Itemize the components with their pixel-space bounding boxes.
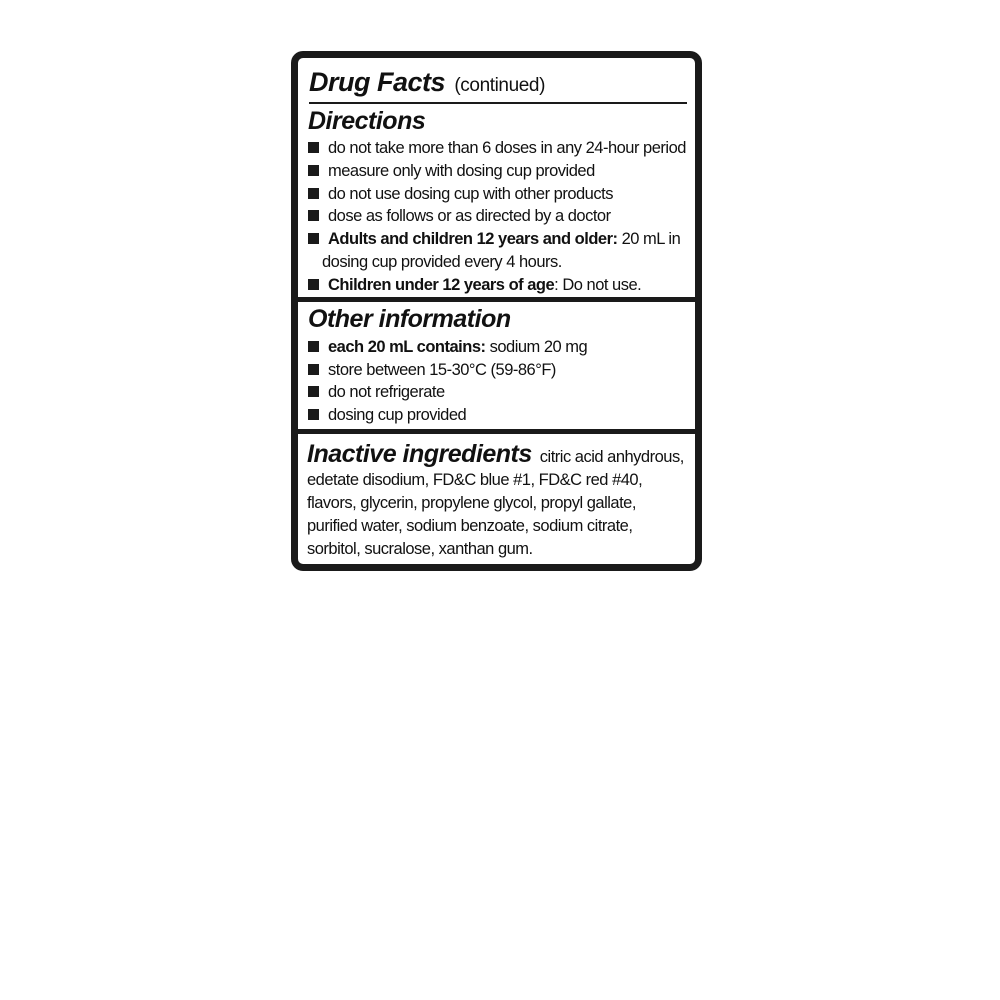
inactive-ingredients-line: purified water, sodium benzoate, sodium citrate, <box>307 517 633 535</box>
square-bullet-icon <box>308 279 319 290</box>
drug-facts-header <box>309 64 687 104</box>
inactive-ingredients-title: Inactive ingredients <box>307 440 532 468</box>
inactive-ingredients-line: flavors, glycerin, propylene glycol, propyl gallate, <box>307 494 636 512</box>
drug-facts-label <box>291 51 702 571</box>
list-item: do not refrigerate <box>308 381 445 403</box>
square-bullet-icon <box>308 210 319 221</box>
inactive-ingredients-section <box>298 434 695 564</box>
list-item: do not take more than 6 doses in any 24-hour period <box>308 137 686 159</box>
drug-facts-title: Drug Facts <box>309 67 446 97</box>
square-bullet-icon <box>308 364 319 375</box>
list-item: measure only with dosing cup provided <box>308 160 595 182</box>
square-bullet-icon <box>308 188 319 199</box>
list-item: do not use dosing cup with other products <box>308 183 613 205</box>
inactive-ingredients-line: edetate disodium, FD&C blue #1, FD&C red #40, <box>307 471 643 489</box>
drug-facts-subtitle: (continued) <box>454 75 546 96</box>
list-item: store between 15-30°C (59-86°F) <box>308 359 556 381</box>
other-information-section <box>298 302 695 429</box>
square-bullet-icon <box>308 165 319 176</box>
list-item: each 20 mL contains: sodium 20 mg <box>308 336 587 358</box>
directions-section <box>298 104 695 297</box>
square-bullet-icon <box>308 386 319 397</box>
other-information-title: Other information <box>308 305 511 333</box>
list-item: Adults and children 12 years and older: 20 mL in <box>308 228 680 250</box>
square-bullet-icon <box>308 142 319 153</box>
square-bullet-icon <box>308 233 319 244</box>
list-item: Children under 12 years of age: Do not use. <box>308 274 641 296</box>
square-bullet-icon <box>308 409 319 420</box>
list-item: dosing cup provided <box>308 404 466 426</box>
inactive-ingredients-line: Inactive ingredients citric acid anhydrous, <box>307 440 684 468</box>
square-bullet-icon <box>308 341 319 352</box>
list-item-continuation: dosing cup provided every 4 hours. <box>322 253 562 271</box>
list-item: dose as follows or as directed by a doctor <box>308 205 611 227</box>
directions-title: Directions <box>308 107 426 135</box>
inactive-ingredients-line: sorbitol, sucralose, xanthan gum. <box>307 540 533 558</box>
